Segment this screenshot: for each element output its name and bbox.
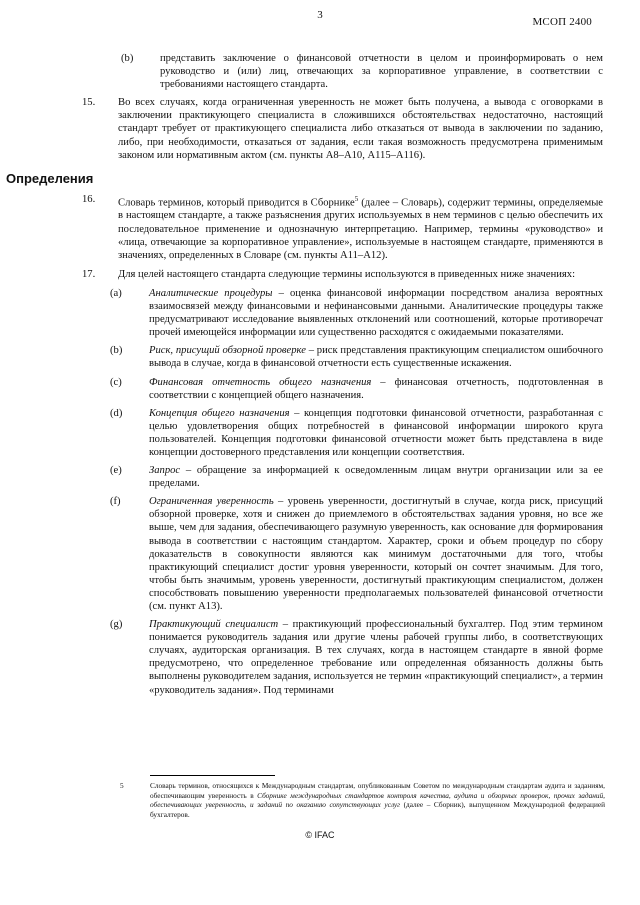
paragraph-15 <box>82 96 603 161</box>
footnote-divider <box>150 775 275 776</box>
footnote <box>120 781 605 819</box>
item-label: (b) <box>110 345 123 357</box>
item-label: (c) <box>110 376 122 388</box>
definition-text: – риск представления практикующим специалистом ошибочного вывода в случае, когда в финансовой отчетности есть существенные искажения. <box>149 345 603 370</box>
definition-item <box>110 287 603 339</box>
paragraph-number: 15. <box>82 97 96 109</box>
footnote-title: Сборнике международных стандартов контроля качества, аудита и обзорных проверок, прочих заданий, обеспечивающих уверенность, и заданий по оказанию сопутствующих услуг <box>150 790 605 810</box>
definition-text: – уровень уверенности, достигнутый в случае, когда риск, присущий обзорной проверке, хотя и снижен до приемлемого в обстоятельствах задания уровня, но все же выше, чем для задания, обеспечивающего разумную уверенность, как основание для формирования вывода в соответствии с настоящим стандартом. Характер, сроки и объем процедур по сбору доказательств в совокупности являются как минимум достаточными для того, чтобы практикующий специалист достиг уровня уверенности, который он сочтет значимым. Для того, чтобы быть значимым, уровень уверенности, достигнутый практикующим специалистом, должен способствовать повышению уверенности предполагаемых пользователей финансовой отчетности (см. пункт А13). <box>149 496 603 612</box>
definition-text: – концепция подготовки финансовой отчетности, разработанная с целью удовлетворения общих потребностей в финансовой информации широкого круга пользователей. Концепция подготовки финансовой отчетности может быть представлена в виде концепции достоверного представления или концепции соответствия. <box>149 407 603 458</box>
footnote-mark: 5 <box>120 781 124 790</box>
definition-item <box>110 464 603 490</box>
paragraph-text: Во всех случаях, когда ограниченная уверенность не может быть получена, а вывода с оговорками в заключении практикующего специалиста в сложившихся обстоятельствах недостаточно, настоящий стандарт требует от практикующего специалиста либо отказаться от вывода в заключении по заданию, либо, при необходимости, отказаться от задания, если такая возможность предусмотрена применимым законом или нормативным актом (см. пункты А8–А10, А115–А116). <box>118 97 603 161</box>
definition-text: – обращение за информацией к осведомленным лицам внутри организации или за ее пределами. <box>149 465 603 490</box>
definition-item <box>110 344 603 370</box>
definition-item <box>110 618 603 697</box>
defined-term: Запрос <box>149 465 181 477</box>
paragraph-number: 17. <box>82 268 96 280</box>
definition-text: – практикующий профессиональный бухгалтер. Под этим термином понимается руководитель задания или другие члены рабочей группы либо, в соответствующих случаях, аудиторская организация. В тех случаях, когда в настоящем стандарте в явной форме предусмотрено, что определенное требование или определенная обязанность должны быть выполнены руководителем задания, используется не термин «практикующий специалист», а термин «руководитель задания». Под терминами <box>149 619 603 696</box>
paragraph-text: Словарь терминов, который приводится в Сборнике$^5$ (далее – Словарь), содержит термины, определяемые в настоящем стандарте, а также разъяснения других используемых в нем терминов с целью обеспечить их последовательное применение и однозначную интерпретацию. Например, термины «руководство» и «лица, отвечающие за корпоративное управление», используемые в настоящем стандарте, применяются в значениях, определенных в Словаре (см. пункты А11–А12). <box>118 194 604 261</box>
defined-term: Финансовая отчетность общего назначения <box>149 376 372 388</box>
defined-term: Ограниченная уверенность <box>149 496 274 508</box>
item-text: представить заключение о финансовой отчетности в целом и проинформировать о нем руководство и (или) лиц, отвечающих за корпоративное управление, в соответствии с требованиями настоящего стандарта. <box>160 53 603 91</box>
copyright: © IFAC <box>305 830 335 840</box>
page-body <box>6 52 604 702</box>
definition-item <box>110 376 603 402</box>
item-label: (b) <box>121 53 134 64</box>
footnote-text: Словарь терминов, относящихся к Международным стандартам, опубликованным Советом по международным стандартам аудита и заданиям, обеспечивающим уверенность в <box>150 781 605 800</box>
defined-term: Аналитические процедуры <box>149 287 273 299</box>
definition-item <box>110 495 603 613</box>
item-label: (g) <box>110 619 123 631</box>
paragraph-16 <box>82 193 604 262</box>
item-label: (d) <box>110 407 123 419</box>
item-label: (a) <box>110 287 122 299</box>
page-number: 3 <box>317 9 323 21</box>
document-code: МСОП 2400 <box>532 16 592 28</box>
list-item <box>121 52 603 91</box>
paragraph-number: 16. <box>82 193 96 205</box>
footnote-text-end: (далее – Сборник), выпущенном Международной федерацией бухгалтеров. <box>150 800 605 819</box>
definition-text: – финансовая отчетность, подготовленная в соответствии с концепцией общего назначения. <box>149 376 603 401</box>
paragraph-17 <box>82 268 603 281</box>
defined-term: Концепция общего назначения <box>149 407 290 419</box>
item-label: (e) <box>110 465 122 477</box>
paragraph-intro: Для целей настоящего стандарта следующие термины используются в приведенных ниже значениях: <box>118 268 576 280</box>
definition-item <box>110 407 603 459</box>
section-heading: Определения <box>6 170 94 186</box>
item-label: (f) <box>110 496 121 508</box>
defined-term: Риск, присущий обзорной проверке <box>149 345 306 357</box>
defined-term: Практикующий специалист <box>149 619 279 631</box>
definition-text: – оценка финансовой информации посредством анализа вероятных взаимосвязей между финансовыми и нефинансовыми данными. Аналитические процедуры также предусматривают исследование выявленных отклонений или соотношений, которые противоречат прочей имеющейся информации или существенно расходятся с ожидаемыми показателями. <box>149 287 603 339</box>
footnote-reference[interactable]: 5 <box>354 194 359 203</box>
